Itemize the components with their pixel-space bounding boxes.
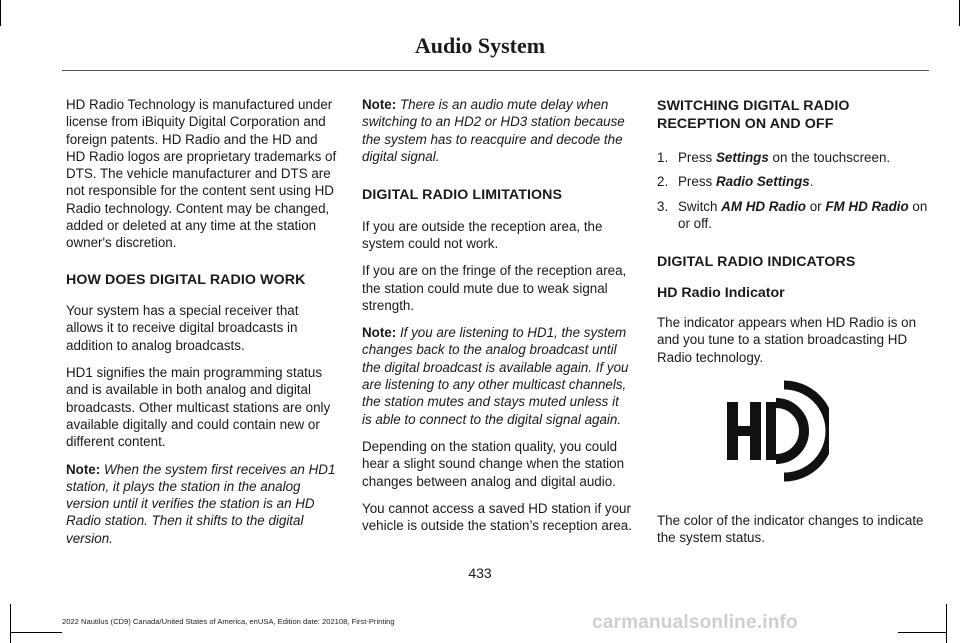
list-item — [657, 173, 929, 190]
crop-mark — [946, 604, 947, 643]
step-text: . — [809, 174, 814, 190]
hd-radio-icon — [719, 376, 829, 484]
crop-mark — [10, 632, 62, 633]
note — [362, 324, 632, 428]
paragraph: HD1 signifies the main programming status and is available in both analog and digital broadcasts. Other multicast stations are only available digitally and could contain new or different content. — [66, 365, 331, 450]
edition-footer: 2022 Nautilus (CD9) Canada/United States of America, enUSA, Edition date: 202108, First-Printing — [62, 617, 395, 626]
paragraph: If you are outside the reception area, the system could not work. — [362, 218, 603, 251]
paragraph: Your system has a special receiver that allows it to receive digital broadcasts in addition to analog broadcasts. — [66, 303, 299, 353]
paragraph: Depending on the station quality, you could hear a slight sound change when the station changes between analog and digital audio. — [362, 438, 625, 489]
section-heading: DIGITAL RADIO LIMITATIONS — [362, 187, 563, 204]
note-text: If you are listening to HD1, the system changes back to the analog broadcast until the digital broadcast is available again. If you are listening to any other multicast channels, the station mutes and stays muted unless it is able to connect to the digital signal again. — [362, 325, 629, 427]
page-number: 433 — [468, 565, 492, 581]
section-heading: HOW DOES DIGITAL RADIO WORK — [66, 271, 306, 288]
note-label: Note: — [66, 461, 101, 477]
section-heading: SWITCHING DIGITAL RADIO RECEPTION ON AND OFF — [657, 98, 850, 132]
note-text: When the system first receives an HD1 station, it plays the station in the analog version until it verifies the station is an HD Radio station. Then it shifts to the digital version. — [66, 461, 336, 546]
header-divider — [62, 70, 929, 71]
watermark: carmanualsonline.info — [592, 612, 798, 633]
step-term: Settings — [715, 150, 769, 165]
crop-mark — [10, 604, 11, 643]
list-item — [657, 198, 929, 233]
section-heading: DIGITAL RADIO INDICATORS — [657, 254, 856, 271]
step-text: Press — [678, 150, 716, 165]
subsection-heading: HD Radio Indicator — [657, 284, 785, 301]
step-term: AM HD Radio — [721, 198, 806, 214]
hd-radio-icon-figure — [657, 376, 929, 494]
paragraph: The color of the indicator changes to indicate the system status. — [657, 513, 924, 546]
step-term: Radio Settings — [715, 174, 810, 190]
column-left — [66, 96, 338, 557]
list-item — [657, 149, 929, 166]
paragraph: You cannot access a saved HD station if your vehicle is outside the station’s reception area. — [362, 500, 632, 534]
note — [362, 96, 632, 165]
step-number: 3. — [657, 198, 669, 214]
note-label: Note: — [362, 97, 397, 112]
column-middle — [362, 96, 632, 544]
steps-list — [657, 149, 929, 232]
paragraph: If you are on the fringe of the reception area, the station could mute due to weak signal strength. — [362, 263, 627, 313]
step-text: Switch — [678, 198, 722, 214]
step-text: or — [805, 198, 826, 214]
note — [66, 461, 338, 547]
step-text: Press — [678, 174, 716, 190]
step-text: on or off. — [678, 198, 928, 231]
crop-mark — [898, 632, 947, 633]
crop-mark — [0, 0, 1, 26]
column-right — [657, 96, 929, 557]
step-number: 2. — [657, 174, 669, 190]
page-title: Audio System — [414, 33, 546, 58]
step-term: FM HD Radio — [825, 198, 909, 214]
note-label: Note: — [362, 325, 397, 341]
note-text: There is an audio mute delay when switching to an HD2 or HD3 station because the system has to reacquire and decode the digital signal. — [362, 97, 625, 164]
paragraph: HD Radio Technology is manufactured under license from iBiquity Digital Corporation and foreign patents. HD Radio and the HD and HD Radio logos are proprietary trademarks of DTS. The vehicle manufacturer and DTS are not responsible for the content sent using HD Radio technology. Content may be changed, added or deleted at any time at the station owner's discretion. — [66, 97, 337, 251]
step-text: on the touchscreen. — [768, 150, 891, 165]
paragraph: The indicator appears when HD Radio is on and you tune to a station broadcasting HD Radio technology. — [657, 315, 917, 365]
step-number: 1. — [657, 150, 669, 165]
